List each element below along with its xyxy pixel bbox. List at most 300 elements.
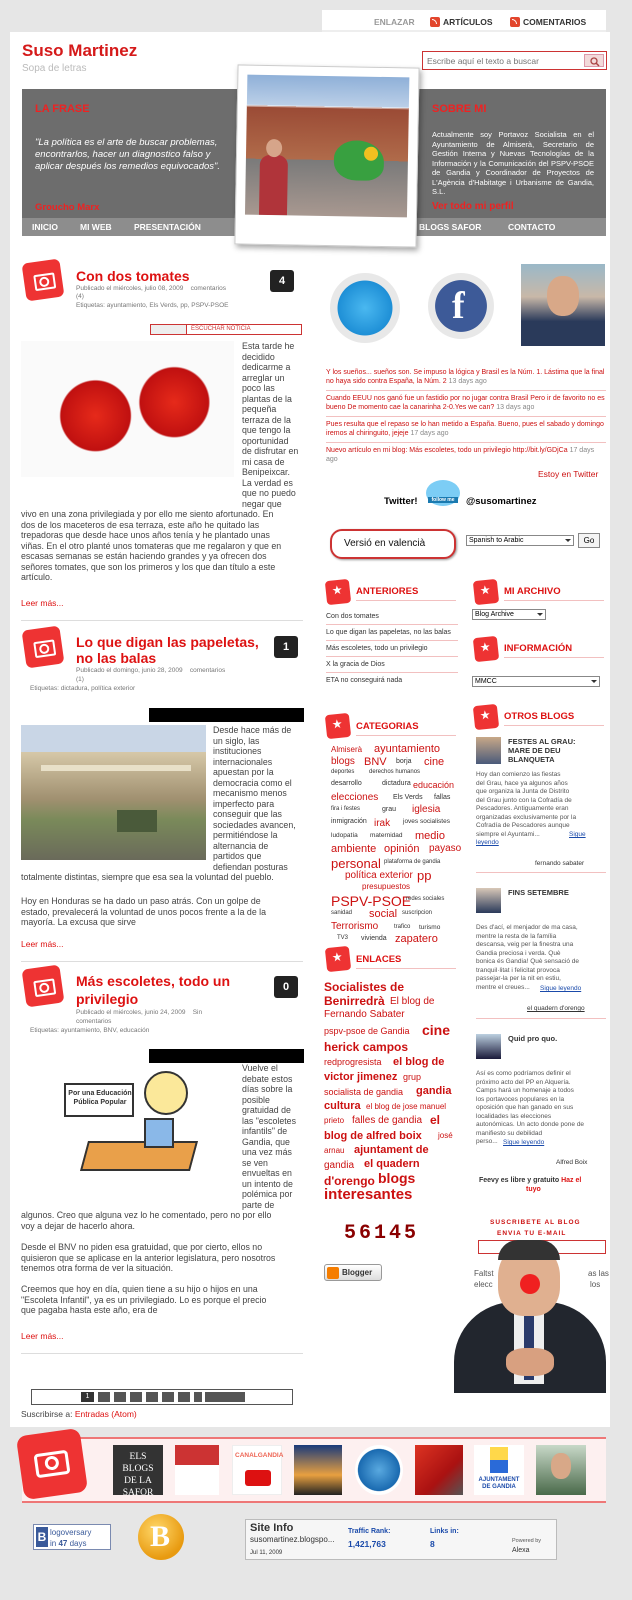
archive-select[interactable]: Blog Archive [472,609,546,620]
post-title[interactable]: Con dos tomates [76,268,190,284]
frase-title: LA FRASE [35,103,90,115]
twitter-handle[interactable]: @susomartinez [466,496,537,507]
post-text-line: Gandia, que [242,1136,290,1147]
pager-pages[interactable] [98,1392,202,1402]
articulos-link[interactable]: ARTÍCULOS [430,17,493,27]
psoe-logo[interactable] [415,1445,463,1495]
blog-excerpt-line: oposición que han ganado en sus [476,1104,574,1111]
tag-link[interactable]: Terrorismo [331,921,379,932]
blogroll-link[interactable]: d'orengo [324,1174,375,1188]
blogroll-link[interactable]: el quadern [364,1158,420,1170]
header-photo [234,64,419,247]
rss-icon [510,17,520,27]
facebook-letter: f [452,285,465,327]
post-text-line: gratuidad de [242,1105,291,1115]
sigue-leyendo-link[interactable]: leyendo [476,839,499,846]
enlaces-title: ENLACES [356,954,402,965]
tag-link[interactable]: ambiente [331,843,377,855]
canalgandia-logo[interactable] [232,1445,282,1495]
blog-excerpt-line: Gandia preciosa i verda. Què [476,949,561,957]
post-text-line: arreglar un [242,372,285,383]
blog-excerpt-line: passejar-la per la nit en estiu, [476,975,561,982]
post-text-line: Hoy en Honduras se ha dado un paso atrás. Con un golpe de [21,896,261,906]
quote-author: Groucho Marx [35,202,100,213]
tag-link[interactable]: maternidad [370,832,403,839]
tag-link[interactable]: derechos humanos [369,769,421,775]
tag-link[interactable]: redes sociales [406,896,445,902]
facebook-icon[interactable] [428,273,494,339]
subscribe-row: Suscribirse a: Entradas (Atom) [21,1409,137,1419]
post-camera-icon [22,965,65,1008]
honduras-image [21,725,206,860]
blogroll-link[interactable]: arnau [324,1146,345,1155]
profile-thumb-logo[interactable] [536,1445,586,1495]
subscribe-note: as las [588,1269,609,1278]
post-text-line: Creemos que hoy en día, quien tiene a su hijo o hijos en una [21,1284,258,1294]
tag-link[interactable]: suscripcion [402,910,433,916]
post-body-side [242,1063,296,1210]
player-controls[interactable] [151,325,187,334]
blogroll-link[interactable]: josé [438,1131,453,1140]
site-subtitle: Sopa de letras [22,63,87,74]
post-comments-link[interactable]: comentarios [189,667,226,674]
valencia-version-button[interactable] [330,529,456,559]
post-text-line: Esta tarde he [242,341,295,351]
section-underline [504,657,604,658]
post-camera-icon [22,259,65,302]
section-star-icon [325,713,351,739]
post-text-line: debate estos [242,1073,293,1084]
post-text-line: "Escoleta Infantil", ya es un privilegiado. Lo es porque el precio [21,1294,267,1305]
blogoversary-badge[interactable] [33,1524,111,1550]
post-meta: Publicado el domingo, junio 28, 2009 comentarios [76,667,226,674]
tag-link[interactable]: plataforma de gandia [384,859,441,865]
post-text-line: vivo en una zona privilegiada y por ello me siento afortunado. En [21,509,274,519]
translate-select[interactable]: Spanish to Arabic [466,535,574,546]
post-body [21,896,266,928]
post-body [21,509,281,583]
feevy-note: Feevy es libre y gratuito Haz el [479,1177,582,1184]
blog-excerpt-line: próximo acto del PP en Alquería. [476,1078,571,1086]
embedded-black-bar [149,1049,304,1063]
blog-divider [476,872,606,873]
pager [31,1389,293,1405]
blogroll-link[interactable]: cultura [324,1100,361,1112]
blog-post-title[interactable]: BLANQUETA [508,755,555,764]
hair [498,1240,560,1260]
post-comment-count: (1) [76,676,84,683]
post-text-line: mayoría. La excusa que sirve [21,917,136,927]
visit-counter: 56145 [344,1222,420,1245]
ajuntament-shield [490,1447,508,1473]
tag-link[interactable]: elecciones [331,792,379,803]
tag-link[interactable]: inmigración [331,818,367,825]
blog-excerpt-line: organizadas exclusivamente por la [476,813,577,821]
comentarios-link[interactable]: COMENTARIOS [510,17,586,27]
post-comments-link[interactable]: comentarios [190,285,226,292]
blogroll-link[interactable]: el blog de [393,1056,445,1068]
otros-blogs-title: OTROS BLOGS [504,711,575,722]
site-info-title: Site Info [250,1522,294,1534]
list-divider [326,640,458,641]
post-text-line: conseguir que las [213,809,282,819]
post-text-line: dos de los maceteros de esa terraza, este año he quitado las [21,519,260,530]
tag-link[interactable]: joves socialistes [403,818,450,825]
profile-link[interactable]: Ver todo mi perfil [432,201,514,212]
informacion-title: INFORMACIÓN [504,643,573,654]
blog-excerpt-line: del Grau, hace ya algunos años [476,779,568,787]
post-text-line: defiendan posturas [213,861,288,872]
post-text-line: terraza de la [242,414,291,425]
search-input[interactable] [427,55,577,67]
tag-link[interactable]: opinión [384,843,420,855]
post-text-line: plantas de la [242,393,292,404]
blog-excerpt-line: que organiza la Junta de Distrito [476,788,570,795]
tag-link[interactable]: blogs [331,756,355,767]
blogger-badge[interactable] [324,1264,382,1281]
post-title[interactable]: no las balas [76,650,157,666]
valencia-label: Versió en valencià [344,538,426,549]
blogroll-link[interactable]: Benirredrà [324,994,385,1008]
read-more-link[interactable]: Leer más... [21,939,64,949]
tweet[interactable]: Pues resulta que el repaso se lo han metido a España. Bueno, pues el sabado y domingo iremos al chiringuito, jejeje 17 days ago [326,421,604,437]
blogroll-link[interactable]: gandia [324,1160,355,1171]
read-more-link[interactable]: Leer más... [21,598,64,608]
blogroll-link[interactable]: gandia [416,1085,452,1097]
atom-link[interactable]: Entradas (Atom) [74,1409,137,1419]
blog-author-avatar [476,1034,501,1059]
cartoon-face [144,1071,188,1115]
blogroll-link[interactable]: blogs [378,1170,416,1186]
nav-contacto[interactable]: CONTACTO [508,222,556,232]
post-text-line: alternancia de [213,840,269,851]
cartoon-desk [80,1141,198,1171]
post-comments-link[interactable]: Sin [192,1009,203,1016]
post-text-line: días sobre la [242,1084,293,1094]
tag-link[interactable]: zapatero [395,933,438,945]
post-title[interactable]: Más escoletes, todo un [76,973,231,989]
blog-post-title[interactable]: FESTES AL GRAU: [508,737,576,746]
blogroll-link[interactable]: interesantes [324,1186,413,1203]
list-divider [326,656,458,657]
translate-go-button[interactable]: Go [578,533,600,548]
anteriores-item[interactable]: Con dos tomates [326,613,379,620]
blogger-icon [327,1267,339,1279]
sigue-leyendo-link[interactable]: Sigue leyendo [540,985,582,992]
post-text-line: un intento de [242,1178,293,1189]
blogroll-link[interactable]: blog de alfred boix [324,1130,422,1142]
blog-divider [476,1018,606,1019]
anteriores-title: ANTERIORES [356,586,419,597]
post-text-line: apuestan por la [213,767,274,777]
post-body-side [213,725,296,872]
blog-excerpt-line: del Grau junto con la Cofradía de [476,796,572,804]
tag-link[interactable]: trafico [394,924,411,930]
blog-excerpt-line: los portavoces populares en la [476,1095,565,1103]
ajuntament-gandia-logo[interactable] [474,1445,524,1495]
tag-link[interactable]: vivienda [361,935,387,942]
tag-link[interactable]: ayuntamiento [374,743,441,755]
post-text-line: tenemos otra forma de ver la situación. [21,1263,174,1273]
site-info-date: Jul 11, 2009 [250,1550,283,1556]
section-underline [356,735,456,736]
post-text-line: escasas semanas se están haciendo grandes y ya ofrecen dos [21,551,267,561]
blog-excerpt-line: tranquil·litat i felicitat provoca [476,966,560,974]
coat-of-arms-logo[interactable] [175,1445,219,1495]
follow-me-label: follow me [428,497,458,503]
tag-link[interactable]: medio [415,830,445,842]
post-separator [21,620,303,621]
blog-excerpt-line: manifiesto su debilidad [476,1129,543,1137]
anteriores-item[interactable]: X la gracia de Dios [326,661,385,668]
post-text-line: que tengo la [242,425,291,435]
pager-current[interactable]: 1 [81,1392,94,1402]
enlazar-link[interactable]: ENLAZAR [374,17,415,27]
tag-link[interactable]: TV3 [337,935,349,941]
sunset-logo[interactable] [294,1445,342,1495]
blog-excerpt-line: mentre el creues... [476,983,530,991]
blog-excerpt-line: mentre la resta de la família [476,932,557,940]
blogroll-link[interactable]: Socialistes de [324,980,405,994]
post-text-line: imperfecto para [213,798,275,809]
comment-count-badge[interactable]: 0 [274,976,298,998]
blog-excerpt-line: siempre el Ayuntami... [476,830,540,838]
post-body [21,872,274,883]
feevy-link[interactable]: Haz el [561,1177,582,1184]
about-text: Actualmente soy Portavoz Socialista en el Ayuntamiento de Almiserà, Secretario de Gestión Interna y Nuevas Tecnologías de la Información y la Comunicación del PSPV-PSOE de Gandia y Coordinador de Proyectos de L'Agència d'Habitatge i Urbanisme de Gandia, S.L. [432,130,594,196]
nav-miweb[interactable]: MI WEB [80,222,112,232]
blog-author-avatar [476,737,501,764]
blog-post-title[interactable]: FINS SETEMBRE [508,888,569,897]
post-text-line: democracia como el [213,777,292,788]
search-box [422,51,607,70]
post-text-line: una vez más [242,1147,292,1157]
tag-link[interactable]: deportes [331,769,355,775]
post-separator [21,961,303,962]
tweet[interactable]: Cuando EEUU nos ganó fue un fastidio por no jugar contra Brasil Pero ir de favorito no es bueno De momento cae la canarinha 2-0.Yes we can? 13 days ago [326,395,605,411]
tag-link[interactable]: BNV [364,756,387,768]
blog-excerpt-line: Camps hará un homenaje a todos [476,1087,574,1094]
anteriores-item[interactable]: Lo que digan las papeletas, no las balas [326,629,451,636]
blogger-label: Blogger [342,1268,373,1277]
post-text-line: posible [242,1094,270,1105]
tag-link[interactable]: fallas [434,794,451,801]
tweet[interactable]: Y los sueños... sueños son. Se impuso la lógica y Brasil es la Núm. 1. Lástima que la final no haya sido contra España, la Núm. 2 13 days ago [326,369,605,385]
blogroll-link[interactable]: prieto [324,1116,345,1125]
post-text-line: trepadoras que desde hace unos años tenía y he plantado unas [21,530,270,540]
post-text-line: oportunidad [242,435,289,446]
post-text-line: parte de [242,1199,275,1210]
post-text-line: se ven [242,1157,268,1168]
post-labels: Etiquetas: ayuntamiento, Els Verds, pp, PSPV-PSOE [76,302,229,309]
listen-label: ESCUCHAR NOTICIA [191,326,251,332]
tag-link[interactable]: borja [396,758,412,765]
post-text-line: totalmente distintas, siempre que esa sea la voluntad del pueblo. [21,872,274,882]
post-text-line: que no puedo [242,488,296,498]
post-text-line: instituciones [213,746,262,756]
post-text-line: negar que [242,498,282,509]
blogroll-link[interactable]: cine [422,1022,451,1038]
alexa-site-info-widget[interactable] [245,1519,557,1560]
post-text-line: partidos que [213,851,262,861]
listen-bar[interactable] [150,324,302,335]
blogroll-link[interactable]: el blog de jose manuel [366,1102,447,1111]
subscribe-note: elecc [474,1280,493,1289]
tag-link[interactable]: presupuestos [362,882,411,891]
tag-link[interactable]: payaso [429,843,462,854]
post-separator [21,1353,303,1354]
blog-post-title[interactable]: MARE DE DEU [508,746,561,755]
coin-b-logo[interactable] [138,1514,184,1560]
anteriores-item[interactable]: Más escoletes, todo un privilegio [326,645,428,652]
post-text-line: envueltas en [242,1168,292,1178]
nav-inicio[interactable]: INICIO [32,222,58,232]
traffic-rank-label: Traffic Rank: [348,1528,391,1535]
tag-link[interactable]: sanidad [331,910,353,916]
blog-excerpt-line: perso... [476,1138,498,1145]
read-more-link[interactable]: Leer más... [21,1331,64,1341]
tweet[interactable]: Nuevo artículo en mi blog: Más escoletes, todo un privilegio http://bit.ly/GDjCa 17 days ago [326,447,595,463]
informacion-select[interactable]: MMCC [472,676,600,687]
building-line [247,105,409,110]
links-in-value: 8 [430,1539,435,1549]
post-text-line: mi casa de [242,456,285,467]
alexa-label: Alexa [512,1547,530,1554]
canalgandia-label: CANALGANDIA [235,1452,284,1459]
tag-link[interactable]: educación [413,780,455,790]
comment-count-badge[interactable]: 1 [274,636,298,658]
blog-excerpt-line: descansa, veig per la finestra una [476,941,574,948]
tweet-divider [326,390,606,391]
tag-link[interactable]: turismo [419,924,441,931]
post-meta: Publicado el miércoles, junio 24, 2009 Sin [76,1009,203,1016]
post-text-line: poco las [242,383,275,393]
sigue-leyendo-link[interactable]: Sigue [569,831,586,838]
post-labels: Etiquetas: ayuntamiento, BNV, educación [30,1027,150,1034]
powered-by-label: Powered by [512,1538,542,1544]
blogroll-link[interactable]: el [430,1113,441,1127]
blogoversary-days: in 47 days [50,1539,87,1548]
anteriores-item[interactable]: ETA no conseguirá nada [326,677,403,684]
post-text-line: La verdad es [242,477,293,488]
profile-thumb-face [551,1453,571,1479]
tag-link[interactable]: social [369,908,398,920]
tag-link[interactable]: desarrollo [331,780,362,787]
site-title[interactable]: Suso Martinez [22,41,138,60]
twitter-link[interactable]: Estoy en Twitter [538,469,599,479]
blogroll-link[interactable]: socialista de gandia [324,1087,404,1097]
post-text-line: señores tomates, que son los primeros y los que dan título a este [21,561,276,572]
tag-link[interactable]: pp [417,868,432,883]
blog-author-link[interactable]: el quadern d'orengo [527,1005,585,1012]
cartoon-sign-text: Por una Educación Pública Popular [68,1090,132,1106]
tag-link[interactable]: PSPV-PSOE [331,893,412,909]
tag-link[interactable]: irak [374,818,391,829]
blogroll-link[interactable]: El blog de [390,996,435,1007]
post-text-line: infantils" de [242,1126,288,1136]
tag-link[interactable]: personal [331,856,381,871]
comment-count-badge[interactable]: 4 [270,270,294,292]
blog-excerpt-line: Cofradía de Pescadores aunque [476,822,570,829]
post-comment-count: (4) [76,293,84,300]
tag-link[interactable]: cine [424,756,445,768]
tag-link[interactable]: grau [382,806,397,813]
tag-link[interactable]: política exterior [345,870,413,881]
blog-author-link[interactable]: fernando sabater [535,860,585,867]
globe-logo[interactable] [355,1445,403,1495]
tag-link[interactable]: Almiserà [331,745,363,754]
post-text-line: pequeña [242,404,277,414]
follow-me-bird-icon[interactable] [426,480,460,506]
feevy-link[interactable]: tuyo [526,1186,541,1193]
post-text-line: dedicarme a [242,362,291,372]
ajuntament-label: AJUNTAMENT DE GANDIA [478,1477,520,1490]
els-blogs-safor-logo[interactable]: ELS BLOGS DE LA SAFOR [113,1445,163,1495]
section-star-icon [325,579,351,605]
blogroll-link[interactable]: Fernando Sabater [324,1009,405,1020]
tag-link[interactable]: Els Verds [393,794,423,801]
twitter-bird-icon[interactable] [330,273,400,343]
post-text-line: sociedades avancen, [213,819,296,830]
tag-link[interactable]: fira i festes [331,806,361,812]
blog-excerpt [476,1070,584,1147]
blogroll-link[interactable]: ajuntament de [354,1144,429,1156]
blog-excerpt-line: autonómicas. Un acto donde pone de [476,1121,585,1128]
blogroll-link[interactable]: victor jimenez [324,1071,398,1083]
blogroll-link[interactable]: herick campos [324,1040,409,1054]
blog-excerpt-line: Des d'ací, el menjador de ma casa, [476,924,578,931]
hands [506,1348,554,1376]
subscribe-title: SUSCRIBETE AL BLOG [490,1219,581,1226]
tag-link[interactable]: ludopatía [331,832,358,839]
post-labels: Etiquetas: dictadura, política exterior [30,685,136,692]
list-divider [326,672,458,673]
post-body-side [242,341,298,509]
search-button[interactable] [584,54,604,67]
top-tab-bar [322,10,606,32]
section-star-icon [473,704,499,730]
post-text-line: las "escoletes [242,1115,296,1126]
blog-post-title[interactable]: Quid pro quo. [508,1034,558,1043]
blogoversary-b: B [36,1527,48,1547]
person-figure [259,155,288,215]
blog-author-link[interactable]: Alfred Boix [556,1159,588,1166]
blogroll-link[interactable]: redprogresista [324,1057,382,1067]
school-cartoon-image [24,1063,234,1203]
blog-excerpt [476,771,576,839]
blogroll-link[interactable]: falles de gandia [352,1115,423,1126]
post-title[interactable]: privilegio [76,991,139,1007]
twitter-label: Twitter! [384,496,418,507]
pager-next[interactable] [205,1392,245,1402]
post-title[interactable]: Lo que digan las papeletas, [76,634,259,650]
subscribe-note: Faltst [474,1269,494,1278]
traffic-rank-value: 1,421,763 [348,1539,386,1549]
tag-link[interactable]: iglesia [412,804,441,815]
section-underline [356,968,456,969]
section-star-icon [325,946,351,972]
blogoversary-label: logoversary [50,1528,92,1537]
nav-presentacion[interactable]: PRESENTACIÓN [134,222,201,232]
post-text-line: estado, prevalecerá la voluntad de unos pocos frente a la de la [21,906,267,917]
blogroll-link[interactable]: pspv-psoe de Gandia [324,1026,410,1036]
tweet-divider [326,416,606,417]
sigue-leyendo-link[interactable]: Sigue leyendo [503,1139,545,1146]
youtube-icon [245,1470,271,1486]
blogroll-link[interactable]: grup [403,1072,422,1082]
tag-link[interactable]: dictadura [382,780,411,787]
nav-blogs-safor[interactable]: BLOGS SAFOR [419,222,482,232]
